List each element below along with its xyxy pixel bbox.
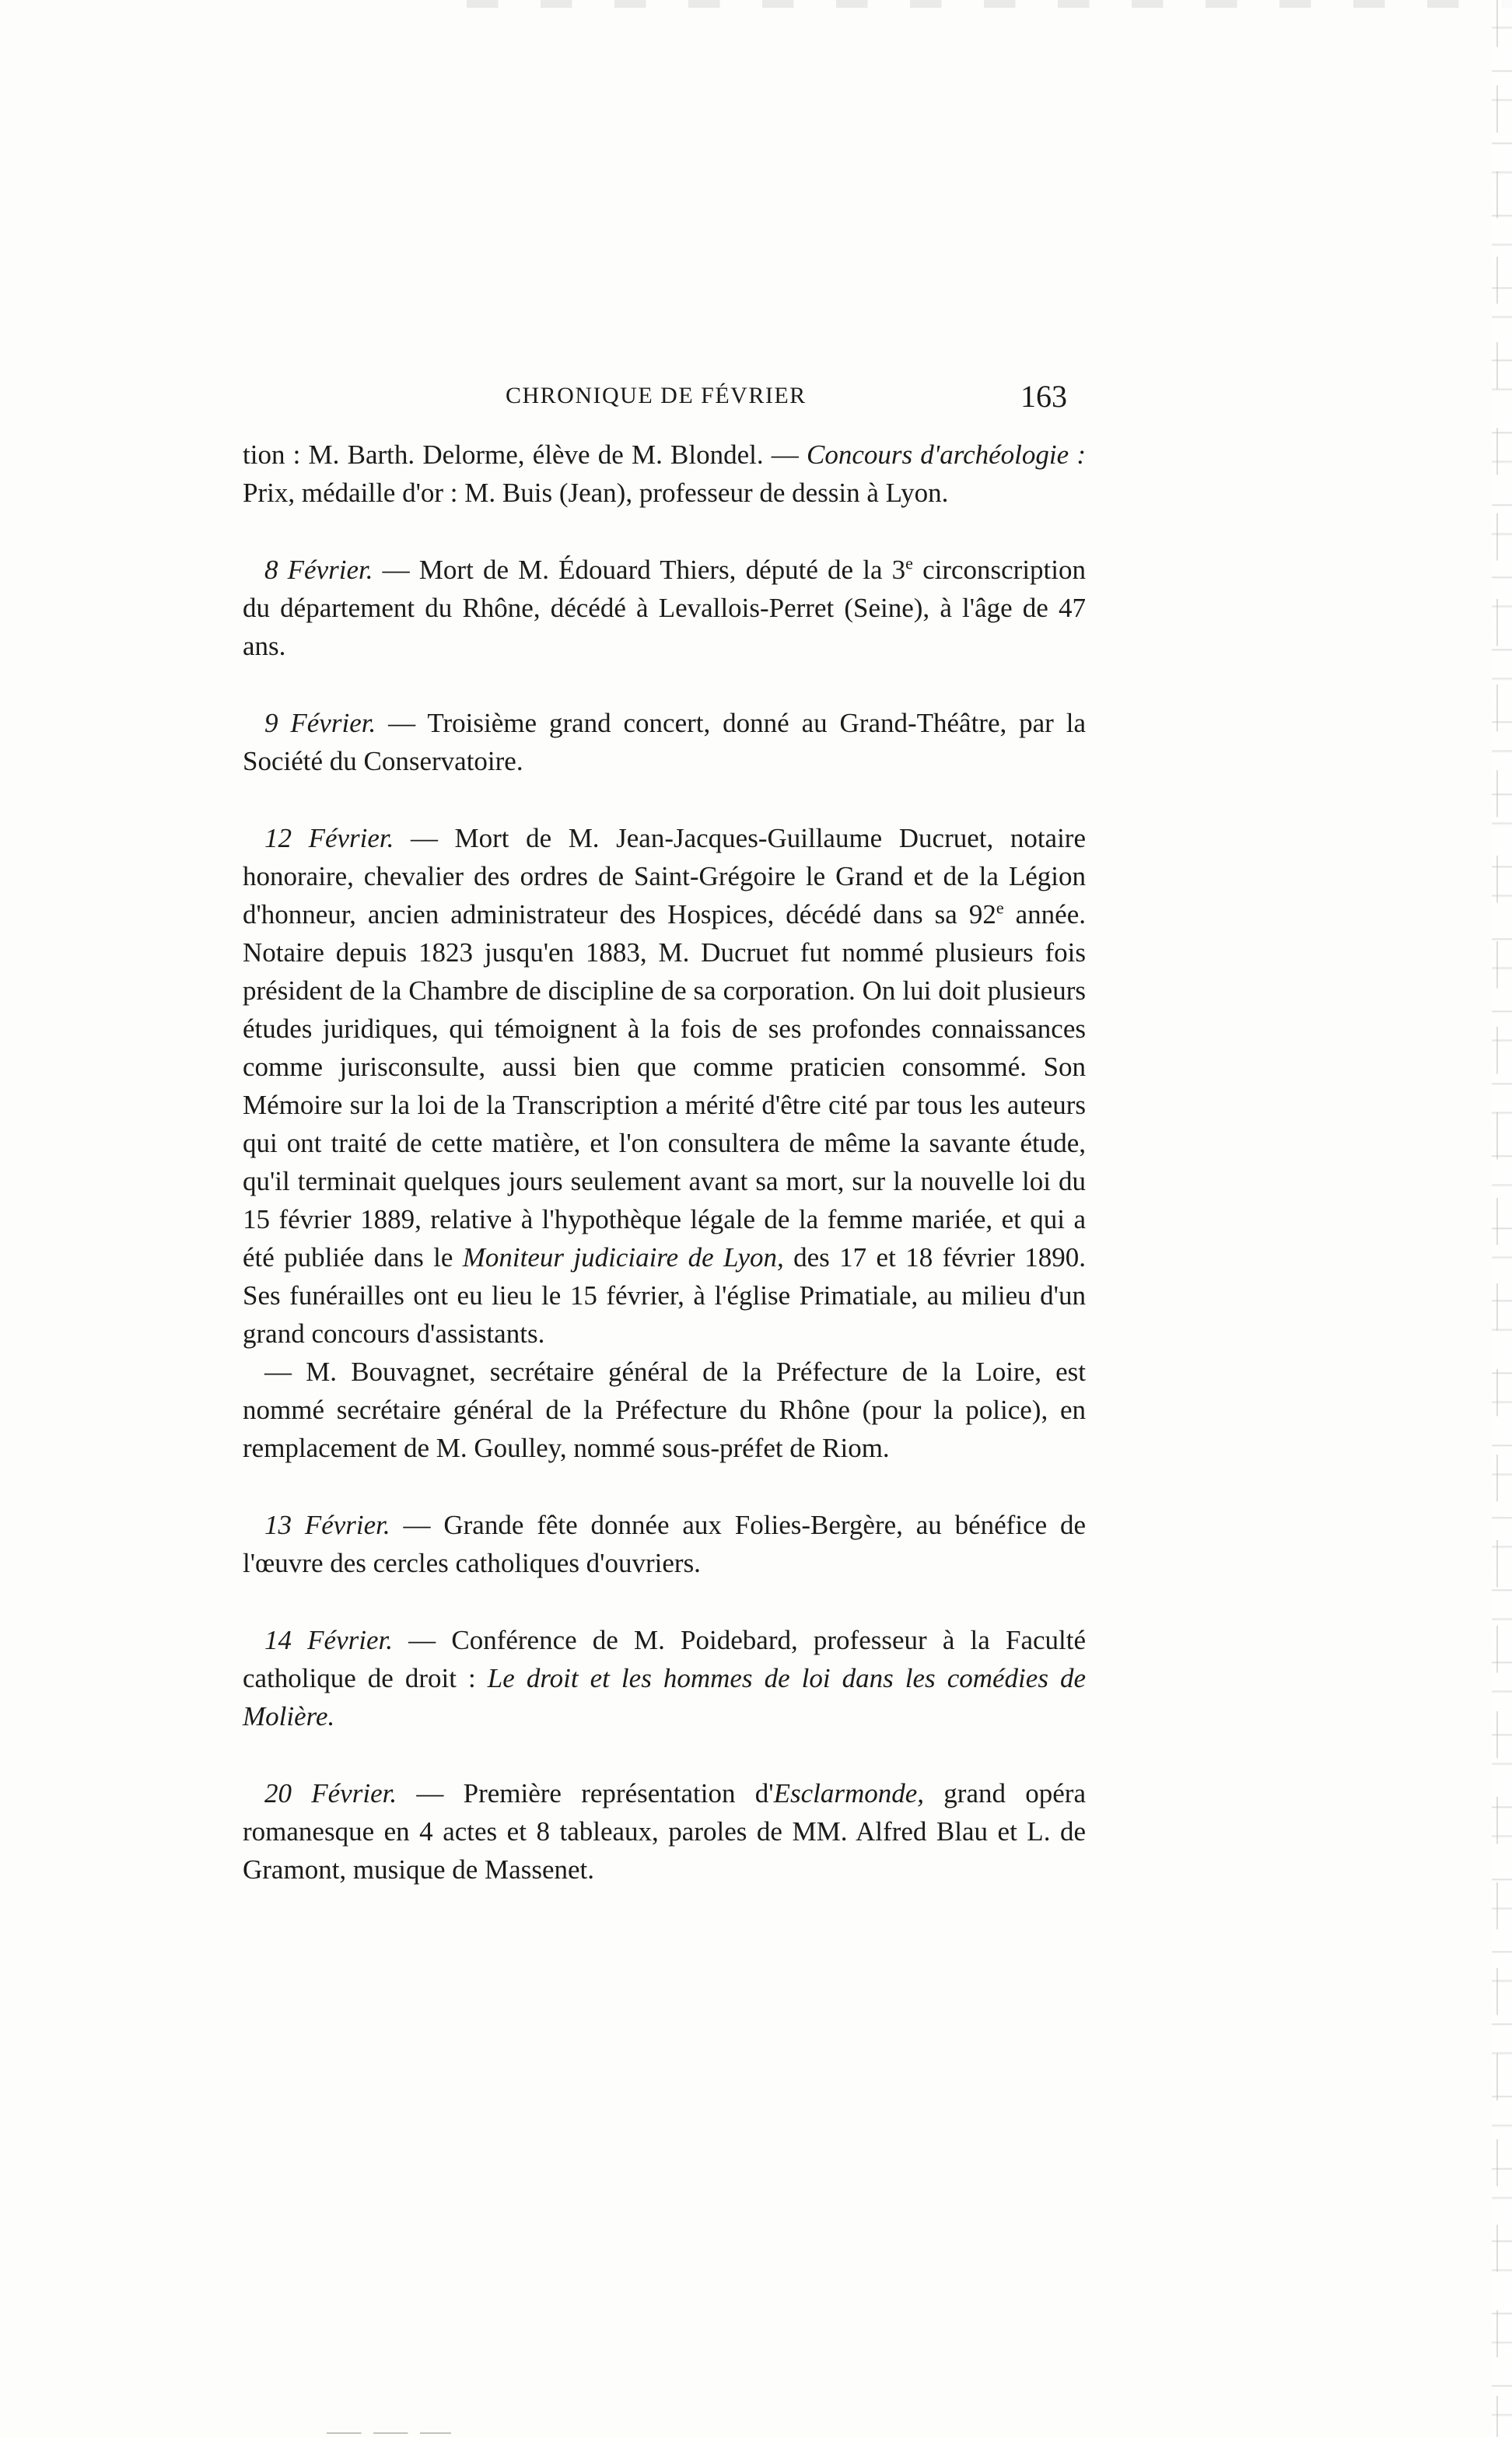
page-number: 163 bbox=[1020, 379, 1067, 414]
entry-feb12-bouvagnet: — M. Bouvagnet, secrétaire général de la Préfecture de la Loire, est nommé secrétaire général de la Préfecture du Rhône (pour la police), en remplacement de M. Goulley, nommé sous-préfet de Riom. bbox=[243, 1357, 1086, 1463]
entry-date: 13 Février. bbox=[264, 1510, 390, 1540]
entry-feb9: 9 Février. — Troisième grand concert, donné au Grand-Théâtre, par la Société du Conservatoire. bbox=[243, 708, 1086, 776]
entry-feb13: 13 Février. — Grande fête donnée aux Folies-Bergère, au bénéfice de l'œuvre des cercles catholiques d'ouvriers. bbox=[243, 1510, 1086, 1578]
entry-feb8: 8 Février. — Mort de M. Édouard Thiers, député de la 3e circonscription du département du Rhône, décédé à Levallois-Perret (Seine), à l'âge de 47 ans. bbox=[243, 553, 1086, 661]
running-title: CHRONIQUE DE FÉVRIER bbox=[506, 383, 807, 408]
page-body bbox=[243, 436, 1086, 1889]
entry-feb14: 14 Février. — Conférence de M. Poidebard, professeur à la Faculté catholique de droit : Le droit et les hommes de loi dans les comédies de Molière. bbox=[243, 1625, 1087, 1731]
entry-date: 8 Février. bbox=[264, 555, 373, 585]
entry-date: 9 Février. bbox=[264, 708, 376, 738]
entry-date: 14 Février. bbox=[264, 1625, 393, 1655]
scan-edge-bottom bbox=[327, 2432, 451, 2434]
entry-feb12: 12 Février. — Mort de M. Jean-Jacques-Guillaume Ducruet, notaire honoraire, chevalier des ordres de Saint-Grégoire le Grand et de la Légion d'honneur, ancien administrateur des Hospices, décédé dans sa 92e année. Notaire depuis 1823 jusqu'en 1883, M. Ducruet fut nommé plusieurs fois président de la Chambre de discipline de sa corporation. On lui doit plusieurs études juridiques, qui témoignent à la fois de ses profondes connaissances comme jurisconsulte, aussi bien que comme praticien consommé. Son Mémoire sur la loi de la Transcription a mérité d'être cité par tous les auteurs qui ont traité de cette matière, et l'on consultera de même la savante étude, qu'il terminait quelques jours seulement avant sa mort, sur la nouvelle loi du 15 février 1889, relative à l'hypothèque légale de la femme mariée, et qui a été publiée dans le Moniteur judiciaire de Lyon, des 17 et 18 février 1890. Ses funérailles ont eu lieu le 15 février, à l'église Primatiale, au milieu d'un grand concours d'assistants. bbox=[243, 823, 1086, 1349]
entry-date: 12 Février. bbox=[264, 823, 394, 853]
scan-edge-right-line bbox=[1496, 0, 1498, 2437]
entry-continuation-italic: Concours d'archéologie : bbox=[806, 439, 1087, 470]
entry-feb20-italic: Esclarmonde, bbox=[773, 1778, 925, 1808]
scan-edge-top bbox=[467, 0, 1512, 8]
entry-date: 20 Février. bbox=[264, 1778, 397, 1808]
entry-feb14-italic: Le droit et les hommes de loi dans les comédies de Molière. bbox=[243, 1663, 1087, 1731]
page-header bbox=[490, 380, 1112, 426]
entry-feb12-italic: Moniteur judiciaire de Lyon, bbox=[462, 1242, 784, 1273]
scan-edge-right bbox=[1492, 0, 1512, 2437]
entry-feb20: 20 Février. — Première représentation d'Esclarmonde, grand opéra romanesque en 4 actes et 8 tableaux, paroles de MM. Alfred Blau et L. de Gramont, musique de Massenet. bbox=[243, 1778, 1086, 1885]
entry-continuation: tion : M. Barth. Delorme, élève de M. Blondel. — Concours d'archéologie : Prix, médaille d'or : M. Buis (Jean), professeur de dessin à Lyon. bbox=[243, 439, 1087, 508]
